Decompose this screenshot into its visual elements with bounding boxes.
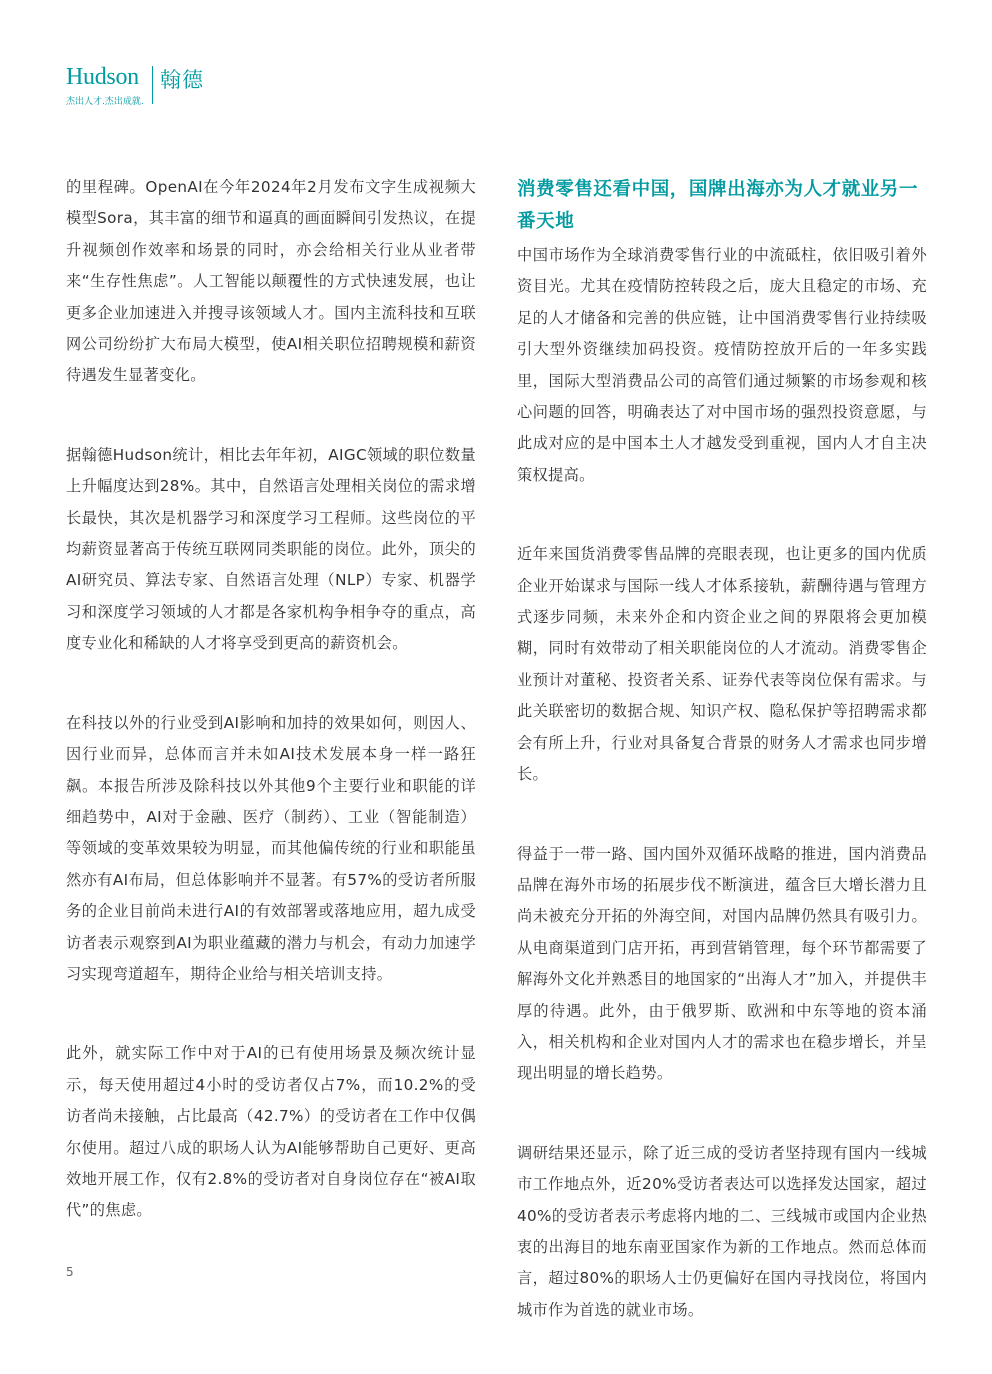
logo-tagline: 杰出人才.杰出成就.: [66, 97, 144, 107]
left-column: [66, 172, 476, 1275]
right-column: [517, 172, 927, 1374]
body-paragraph: 此外，就实际工作中对于AI的已有使用场景及频次统计显示，每天使用超过4小时的受访者仅占7%，而10.2%的受访者尚未接触，占比最高（42.7%）的受访者在工作中仅偶尔使用。超过八成的职场人认为AI能够帮助自己更好、更高效地开展工作，仅有2.8%的受访者对自身岗位存在“被AI取代”的焦虑。: [66, 1044, 476, 1220]
body-paragraph: 近年来国货消费零售品牌的亮眼表现，也让更多的国内优质企业开始谋求与国际一线人才体系接轨，薪酬待遇与管理方式逐步同频，未来外企和内资企业之间的界限将会更加模糊，同时有效带动了相关职能岗位的人才流动。消费零售企业预计对董秘、投资者关系、证券代表等岗位保有需求。与此关联密切的数据合规、知识产权、隐私保护等招聘需求都会有所上升，行业对具备复合背景的财务人才需求也同步增长。: [517, 545, 927, 784]
body-paragraph: 据翰德Hudson统计，相比去年年初，AIGC领域的职位数量上升幅度达到28%。其中，自然语言处理相关岗位的需求增长最快，其次是机器学习和深度学习工程师。这些岗位的平均薪资显著高于传统互联网同类职能的岗位。此外，顶尖的AI研究员、算法专家、自然语言处理（NLP）专家、机器学习和深度学习领域的人才都是各家机构争相争夺的重点，高度专业化和稀缺的人才将享受到更高的薪资机会。: [66, 445, 476, 653]
body-paragraph: 得益于一带一路、国内国外双循环战略的推进，国内消费品品牌在海外市场的拓展步伐不断演进，蕴含巨大增长潜力且尚未被充分开拓的外海空间，对国内品牌仍然具有吸引力。从电商渠道到门店开拓，再到营销管理，每个环节都需要了解海外文化并熟悉目的地国家的“出海人才”加入，并提供丰厚的待遇。此外，由于俄罗斯、欧洲和中东等地的资本涌入，相关机构和企业对国内人才的需求也在稳步增长，并呈现出明显的增长趋势。: [517, 844, 927, 1083]
logo-wordmark-cn: 翰德: [160, 68, 204, 92]
body-paragraph: 调研结果还显示，除了近三成的受访者坚持现有国内一线城市工作地点外，近20%受访者表达可以选择发达国家，超过40%的受访者表示考虑将内地的二、三线城市或国内企业热衷的出海目的地东南亚国家作为新的工作地点。然而总体而言，超过80%的职场人士仍更偏好在国内寻找岗位，将国内城市作为首选的就业市场。: [517, 1143, 927, 1319]
body-paragraph: 中国市场作为全球消费零售行业的中流砥柱，依旧吸引着外资目光。尤其在疫情防控转段之后，庞大且稳定的市场、充足的人才储备和完善的供应链，让中国消费零售行业持续吸引大型外资继续加码投资。疫情防控放开后的一年多实践里，国际大型消费品公司的高管们通过频繁的市场参观和核心问题的回答，明确表达了对中国市场的强烈投资意愿，与此成对应的是中国本土人才越发受到重视，国内人才自主决策权提高。: [517, 246, 927, 484]
section-heading: 消费零售还看中国，国牌出海亦为人才就业另一番天地: [517, 179, 919, 232]
body-paragraph: 的里程碑。OpenAI在今年2024年2月发布文字生成视频大模型Sora，其丰富的细节和逼真的画面瞬间引发热议，在提升视频创作效率和场景的同时，亦会给相关行业从业者带来“生存性焦虑”。人工智能以颠覆性的方式快速发展，也让更多企业加速进入并搜寻该领域人才。国内主流科技和互联网公司纷纷扩大布局大模型，使AI相关职位招聘规模和薪资待遇发生显著变化。: [66, 178, 476, 385]
page-number: 5: [66, 1265, 74, 1279]
body-paragraph: 在科技以外的行业受到AI影响和加持的效果如何，则因人、因行业而异，总体而言并未如AI技术发展本身一样一路狂飙。本报告所涉及除科技以外其他9个主要行业和职能的详细趋势中，AI对于金融、医疗（制药）、工业（智能制造）等领域的变革效果较为明显，而其他偏传统的行业和职能虽然亦有AI布局，但总体影响并不显著。有57%的受访者所服务的企业目前尚未进行AI的有效部署或落地应用，超九成受访者表示观察到AI为职业蕴藏的潜力与机会，有动力加速学习实现弯道超车，期待企业给与相关培训支持。: [66, 713, 476, 983]
logo-wordmark-en: Hudson: [66, 64, 139, 90]
logo-divider: [152, 66, 153, 104]
